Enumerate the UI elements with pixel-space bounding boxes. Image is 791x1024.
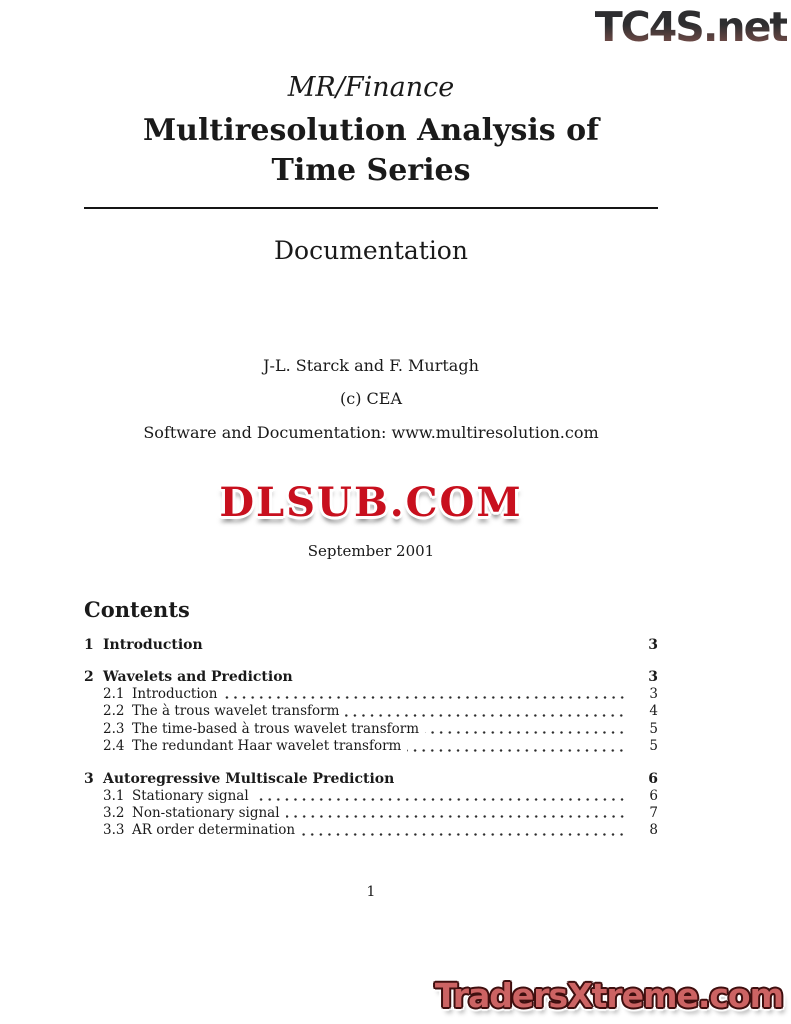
tc4s-watermark-logo: TC4S.net: [594, 3, 787, 51]
dlsub-watermark-wrap: [84, 479, 658, 526]
toc-leader-dots: [407, 738, 626, 755]
toc-subsection-row: [84, 805, 658, 822]
toc-subsection-number: 2.3: [103, 720, 125, 737]
toc-section-title: Autoregressive Multiscale Prediction: [103, 770, 395, 787]
toc-subsection-row: [84, 822, 658, 839]
dlsub-watermark-logo: DLSUB.COM: [219, 479, 523, 526]
toc-page-number: 6: [648, 770, 658, 787]
toc-subsection-row: [84, 738, 658, 755]
toc-subsection-row: [84, 703, 658, 720]
toc-section-title: Wavelets and Prediction: [103, 669, 293, 685]
toc-subsection-title: Non-stationary signal: [132, 805, 280, 822]
toc-subsection-number: 2.4: [103, 738, 125, 755]
toc-spacer: [203, 636, 636, 654]
copyright-line: (c) CEA: [339, 389, 402, 408]
toc-leader-dots: [255, 788, 626, 805]
document-subtitle: Documentation: [274, 236, 468, 265]
toc-leader-dots: [286, 805, 626, 822]
toc-list: [84, 636, 658, 840]
toc-subsection-row: [84, 686, 658, 703]
toc-page-number: 5: [649, 738, 658, 755]
toc-subsection-number: 3.1: [103, 787, 125, 804]
toc-spacer: [293, 668, 636, 686]
toc-section-row: [84, 770, 658, 788]
toc-section-row: [84, 668, 658, 686]
toc-page-number: 4: [649, 703, 658, 720]
contents-section: [84, 597, 658, 840]
toc-section-row: [84, 636, 658, 654]
toc-section-title: Introduction: [103, 637, 203, 653]
toc-leader-dots: [301, 822, 626, 839]
date-line: September 2001: [307, 542, 435, 560]
toc-subsection-number: 3.2: [103, 805, 125, 822]
title-rule: [84, 207, 658, 209]
toc-page-number: 3: [649, 686, 658, 702]
toc-page-number: 3: [648, 669, 658, 685]
title-block: [84, 72, 658, 191]
toc-page-number: 3: [648, 637, 658, 653]
toc-subsection-number: 2.1: [103, 686, 125, 702]
toc-page-number: 7: [649, 805, 658, 822]
toc-leader-dots: [224, 686, 627, 703]
toc-subsection-number: 3.3: [103, 822, 125, 839]
toc-page-number: 5: [649, 720, 658, 737]
authors-line: J-L. Starck and F. Murtagh: [263, 356, 479, 375]
toc-subsection-title: AR order determination: [132, 822, 296, 839]
toc-leader-dots: [345, 703, 626, 720]
toc-subsection-row: [84, 788, 658, 805]
toc-spacer: [394, 770, 636, 788]
document-title-line1: Multiresolution Analysis of: [142, 113, 600, 148]
toc-subsection-row: [84, 721, 658, 738]
software-line: Software and Documentation: www.multiresolution.com: [143, 423, 599, 442]
tradersxtreme-watermark-logo: TradersXtreme.com: [434, 976, 783, 1015]
toc-subsection-title: Stationary signal: [132, 787, 249, 804]
toc-leader-dots: [425, 721, 626, 738]
toc-section-number: 2: [84, 669, 94, 685]
toc-page-number: 6: [649, 787, 658, 804]
toc-section-number: 3: [84, 770, 94, 787]
toc-subsection-title: The redundant Haar wavelet transform: [132, 738, 402, 755]
toc-page-number: 8: [649, 822, 658, 839]
page-number: 1: [366, 884, 376, 900]
toc-section-number: 1: [84, 637, 94, 653]
toc-subsection-title: The à trous wavelet transform: [132, 703, 340, 720]
toc-subsection-title: The time-based à trous wavelet transform: [132, 720, 420, 737]
toc-subsection-number: 2.2: [103, 703, 125, 720]
contents-heading: Contents: [84, 597, 190, 622]
document-title-line2: Time Series: [271, 153, 471, 188]
document-series-title: MR/Finance: [287, 72, 455, 103]
toc-subsection-title: Introduction: [132, 686, 218, 702]
